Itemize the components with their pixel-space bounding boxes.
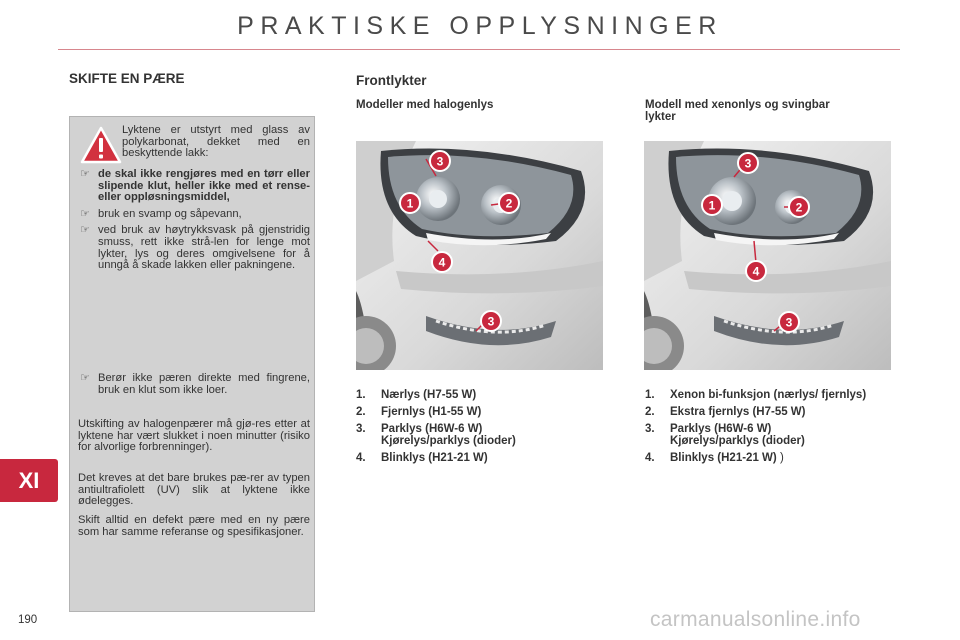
pointing-hand-icon: ☞: [80, 168, 90, 180]
svg-text:4: 4: [752, 264, 760, 279]
halogen-headlight-image: [356, 141, 603, 370]
list-item-sub: Kjørelys/parklys (dioder): [670, 435, 805, 447]
pointing-hand-icon: ☞: [80, 224, 90, 237]
callout-badge: [481, 311, 501, 331]
warning-bullet-list-2: [78, 373, 310, 401]
xenon-bulb-list: [645, 389, 895, 469]
halogen-bulb-list: [356, 389, 606, 469]
svg-text:3: 3: [487, 314, 495, 329]
svg-text:2: 2: [795, 200, 803, 215]
callout-badge: [499, 193, 519, 213]
callout-badge: [738, 153, 758, 173]
callout-badge: [702, 195, 722, 215]
list-item: ☞ de skal ikke rengjøres med en tørr eller slipende klut, heller ikke med et rense- eller oppløsningsmiddel,: [80, 168, 310, 204]
paragraph: Skift alltid en defekt pære med en ny pære som har samme referanse og spesifikasjoner.: [78, 514, 310, 538]
callout-badge: [746, 261, 766, 281]
warning-intro: Lyktene er utstyrt med glass av polykarbonat, dekket med en beskyttende lakk:: [122, 124, 310, 160]
list-item: 1. Xenon bi-funksjon (nærlys/ fjernlys): [645, 389, 867, 401]
halogen-headlight-illustration: [356, 141, 603, 370]
warning-icon: [80, 125, 122, 165]
svg-text:1: 1: [708, 198, 716, 213]
list-item: 3. Parklys (H6W-6 W) Kjørelys/parklys (dioder): [645, 423, 805, 447]
warning-box: [69, 116, 315, 612]
section-heading: SKIFTE EN PÆRE: [69, 71, 185, 86]
title-divider: [58, 49, 900, 50]
svg-text:2: 2: [505, 196, 513, 211]
warning-bullet-list: [78, 169, 310, 277]
svg-text:4: 4: [438, 255, 446, 270]
svg-text:1: 1: [406, 196, 414, 211]
page-number: 190: [18, 614, 38, 626]
callout-badge: [779, 312, 799, 332]
list-item: 2. Ekstra fjernlys (H7-55 W): [645, 406, 806, 418]
callout-badge: [400, 193, 420, 213]
svg-text:3: 3: [436, 154, 444, 169]
pointing-hand-icon: ☞: [80, 207, 90, 220]
chapter-tab: XI: [0, 459, 58, 502]
xenon-headlight-illustration: [644, 141, 891, 370]
paragraph: Det kreves at det bare brukes pæ-rer av typen antiultrafiolett (UV) slik at lyktene ikke ødelegges.: [78, 472, 310, 508]
xenon-heading: Modell med xenonlys og svingbar lykter: [645, 99, 830, 123]
frontlights-heading: Frontlykter: [356, 73, 427, 88]
callout-badge: [432, 252, 452, 272]
svg-text:3: 3: [744, 156, 752, 171]
pointing-hand-icon: ☞: [80, 372, 90, 384]
page-title: PRAKTISKE OPPLYSNINGER: [237, 12, 723, 40]
list-item: ☞ bruk en svamp og såpevann,: [80, 207, 242, 220]
callout-badge: [430, 151, 450, 171]
list-item: 4. Blinklys (H21-21 W): [356, 452, 488, 464]
list-item: 4. Blinklys (H21-21 W) ): [645, 452, 784, 464]
list-item: 2. Fjernlys (H1-55 W): [356, 406, 482, 418]
list-item: 3. Parklys (H6W-6 W) Kjørelys/parklys (dioder): [356, 423, 516, 447]
xenon-headlight-image: [644, 141, 891, 370]
list-item-sub: Kjørelys/parklys (dioder): [381, 435, 516, 447]
svg-text:3: 3: [785, 315, 793, 330]
list-item: ☞ Berør ikke pæren direkte med fingrene, bruk en klut som ikke loer.: [80, 372, 310, 396]
list-item: ☞ ved bruk av høytrykksvask på gjenstridig smuss, rett ikke strå-len for lenge mot lykter, lys og deres omgivelsene for å unngå å skade lakken eller pakningene.: [80, 224, 310, 272]
watermark: carmanualsonline.info: [650, 608, 861, 631]
paragraph: Utskifting av halogenpærer må gjø-res etter at lyktene har vært slukket i noen minutter (risiko for alvorlige forbrenninger).: [78, 418, 310, 454]
list-item: 1. Nærlys (H7-55 W): [356, 389, 477, 401]
halogen-heading: Modeller med halogenlys: [356, 99, 494, 111]
callout-badge: [789, 197, 809, 217]
